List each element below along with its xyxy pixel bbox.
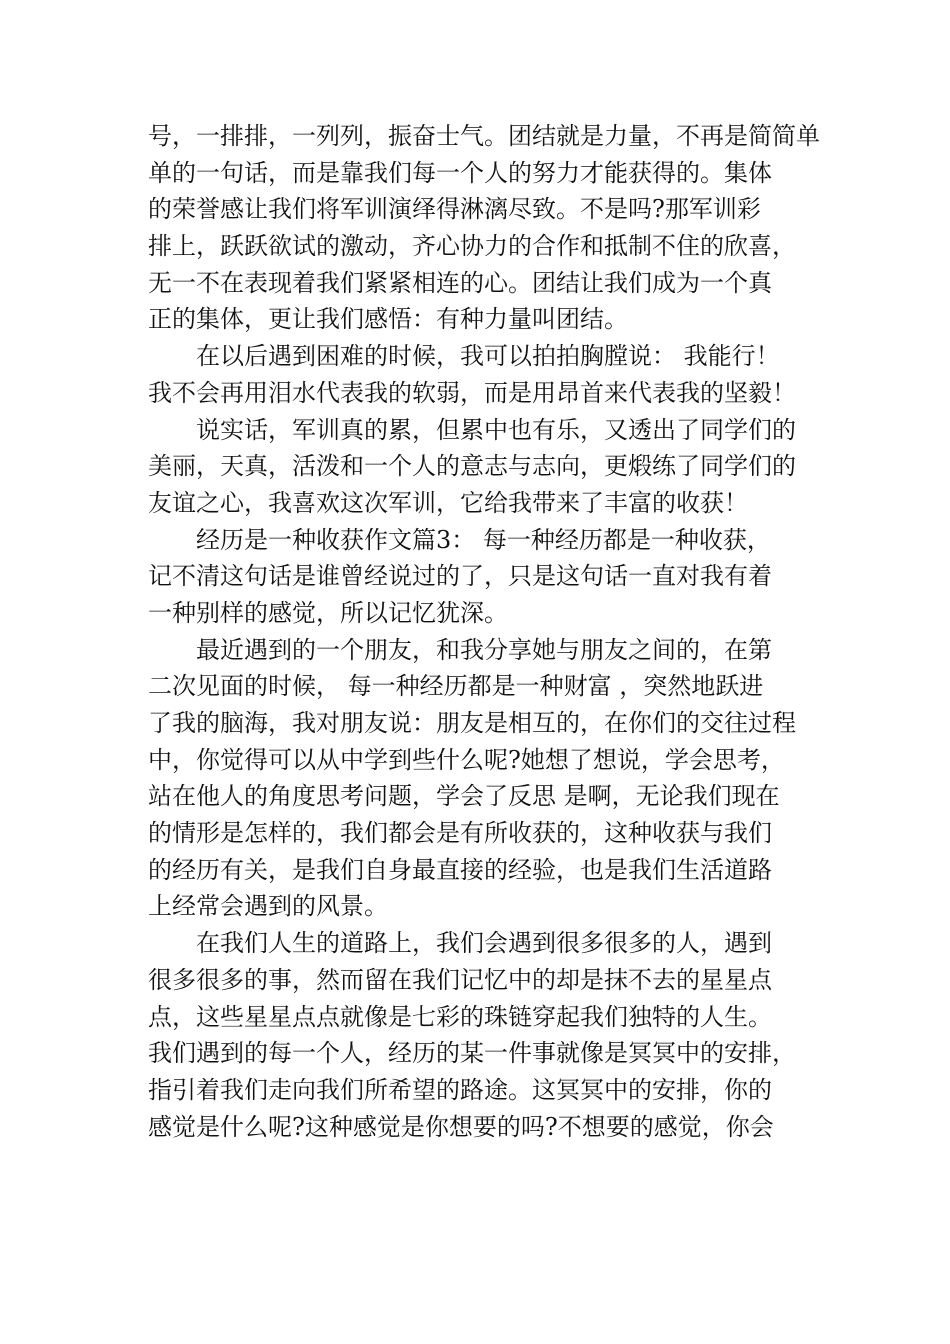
text-line: 最近遇到的一个朋友，和我分享她与朋友之间的，在第 [196, 635, 772, 664]
text-line: 友谊之心，我喜欢这次军训，它给我带来了丰富的收获！ [148, 488, 748, 517]
text-line: 经历是一种收获作文篇3： 每一种经历都是一种收获， [196, 525, 771, 554]
text-line: 的荣誉感让我们将军训演绎得淋漓尽致。不是吗?那军训彩 [148, 195, 761, 224]
text-line: 我不会再用泪水代表我的软弱，而是用昂首来代表我的坚毅！ [148, 378, 796, 407]
text-line: 了我的脑海，我对朋友说：朋友是相互的，在你们的交往过程 [148, 709, 796, 737]
text-line: 感觉是什么呢?这种感觉是你想要的吗?不想要的感觉，你会 [148, 1112, 774, 1141]
text-line: 在以后遇到困难的时候，我可以拍拍胸膛说： 我能行！ [196, 342, 780, 371]
text-line: 二次见面的时候， 每一种经历都是一种财富 ，突然地跃进 [148, 672, 764, 701]
text-line: 美丽，天真，活泼和一个人的意志与志向，更煅练了同学们的 [148, 452, 796, 481]
text-line: 单的一句话，而是靠我们每一个人的努力才能获得的。集体 [148, 158, 772, 187]
text-line: 的情形是怎样的，我们都会是有所收获的，这种收获与我们 [148, 819, 772, 848]
text-line: 一种别样的感觉，所以记忆犹深。 [148, 598, 508, 627]
text-line: 站在他人的角度思考问题，学会了反思 是啊，无论我们现在 [148, 782, 780, 811]
text-line: 很多很多的事，然而留在我们记忆中的却是抹不去的星星点 [148, 965, 772, 994]
text-line: 无一不在表现着我们紧紧相连的心。团结让我们成为一个真 [148, 268, 772, 297]
essay-body-text [148, 118, 820, 1145]
text-line: 的经历有关，是我们自身最直接的经验，也是我们生活道路 [148, 855, 772, 884]
text-line: 排上，跃跃欲试的激动，齐心协力的合作和抵制不住的欣喜， [148, 232, 796, 261]
text-line: 在我们人生的道路上，我们会遇到很多很多的人，遇到 [196, 929, 772, 958]
text-line: 指引着我们走向我们所希望的路途。这冥冥中的安排，你的 [148, 1075, 772, 1104]
text-line: 正的集体，更让我们感悟：有种力量叫团结。 [148, 305, 628, 334]
text-line: 说实话，军训真的累，但累中也有乐，又透出了同学们的 [196, 415, 796, 444]
text-line: 中，你觉得可以从中学到些什么呢?她想了想说，学会思考， [148, 745, 785, 774]
text-line: 上经常会遇到的风景。 [148, 892, 388, 921]
text-line: 我们遇到的每一个人，经历的某一件事就像是冥冥中的安排， [148, 1039, 796, 1068]
text-line: 号，一排排，一列列，振奋士气。团结就是力量，不再是简简单 [148, 122, 820, 150]
text-line: 点，这些星星点点就像是七彩的珠链穿起我们独特的人生。 [148, 1002, 772, 1031]
text-line: 记不清这句话是谁曾经说过的了，只是这句话一直对我有着 [148, 562, 772, 591]
